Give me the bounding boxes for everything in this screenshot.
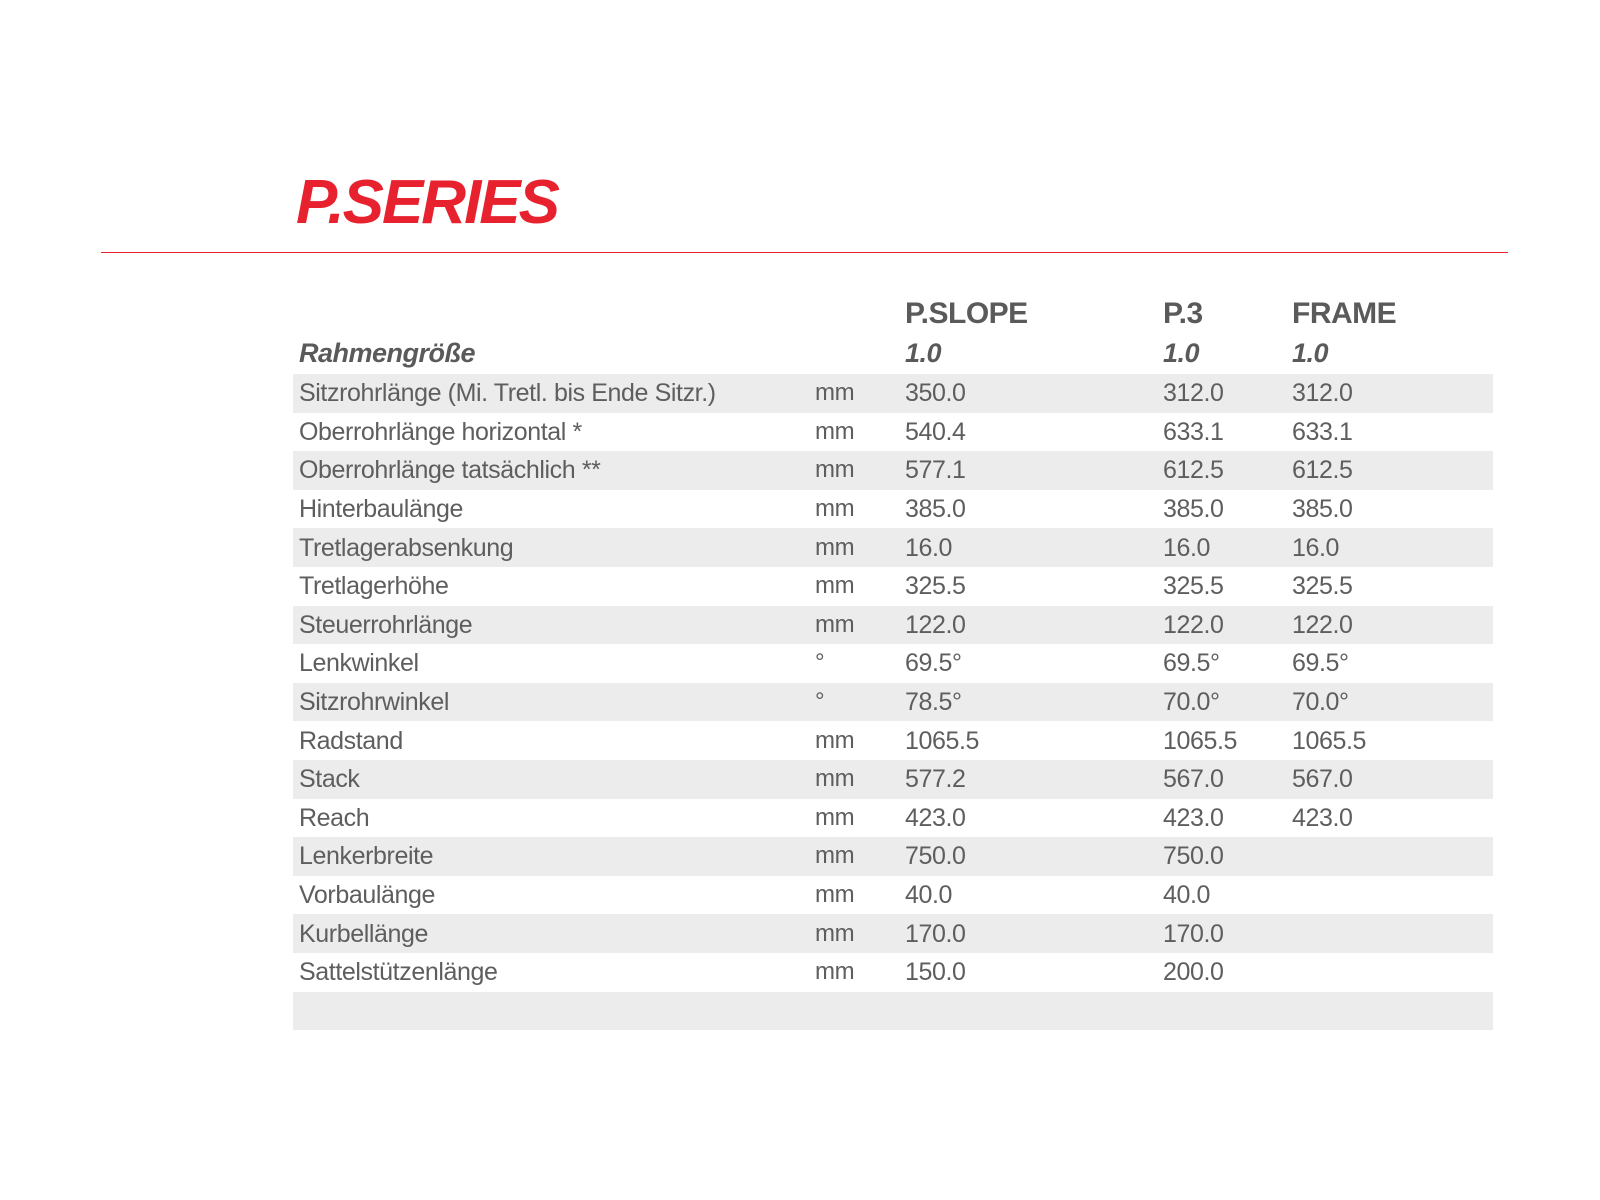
table-row [293,490,1493,529]
row-value: 633.1 [1292,417,1353,446]
model-name-header: P.SLOPE [905,297,1028,330]
model-name-header: P.3 [1163,297,1203,330]
row-value: 70.0° [1286,683,1493,722]
model-size-header: 1.0 [905,338,942,368]
table-row [293,374,1493,413]
geometry-table-body [293,374,1493,1030]
row-unit: mm [809,837,899,876]
row-label: Kurbellänge [293,914,809,953]
row-value: 750.0 [1157,837,1286,876]
row-label: Lenkwinkel [299,649,419,678]
row-value: 325.5 [1292,572,1353,601]
row-unit: mm [815,881,855,909]
table-row [293,528,1493,567]
row-value: 122.0 [899,606,1157,645]
row-label: Reach [299,803,370,832]
row-value [1286,837,1493,876]
model-name-header: FRAME [1292,297,1397,330]
row-value: 612.5 [1286,451,1493,490]
empty-cell [1286,992,1493,1031]
table-row [293,644,1493,683]
row-unit: mm [815,958,855,986]
empty-cell [809,992,899,1031]
table-row [293,413,1493,452]
row-value: 69.5° [1163,649,1220,678]
row-value [1286,953,1493,992]
header-spacer-unit [809,332,899,374]
title-divider [101,252,1508,253]
model-header-row [293,288,1493,332]
row-value: 423.0 [1292,803,1353,832]
row-value: 633.1 [1163,417,1224,446]
header-spacer [293,288,809,332]
empty-cell [1157,992,1286,1031]
row-value: 577.2 [899,760,1157,799]
row-label: Vorbaulänge [299,881,436,910]
header-spacer-unit [809,288,899,332]
row-unit: mm [815,417,855,445]
row-value: 577.1 [899,451,1157,490]
row-unit: mm [815,726,855,754]
row-value: 312.0 [1157,374,1286,413]
row-unit: mm [815,495,855,523]
row-value: 423.0 [1163,803,1224,832]
row-label: Steuerrohrlänge [293,606,809,645]
row-label: Sattelstützenlänge [299,958,498,987]
row-value [1286,914,1493,953]
row-value: 16.0 [1286,528,1493,567]
table-row [293,760,1493,799]
row-label: Oberrohrlänge horizontal * [299,417,582,446]
row-label: Lenkerbreite [293,837,809,876]
row-unit: mm [809,451,899,490]
row-label: Oberrohrlänge tatsächlich ** [293,451,809,490]
row-value: 200.0 [1163,958,1224,987]
row-value: 750.0 [899,837,1157,876]
empty-cell [899,992,1157,1031]
row-value: 567.0 [1157,760,1286,799]
row-value: 170.0 [1157,914,1286,953]
row-unit: mm [809,374,899,413]
row-value: 1065.5 [1163,726,1238,755]
table-row [293,876,1493,915]
row-label: Radstand [299,726,403,755]
row-value: 423.0 [905,803,966,832]
row-value: 16.0 [899,528,1157,567]
row-value: 612.5 [1157,451,1286,490]
row-value: 312.0 [1286,374,1493,413]
frame-size-label: Rahmengröße [299,338,476,368]
row-value: 69.5° [1292,649,1349,678]
table-row [293,683,1493,722]
table-row [293,914,1493,953]
row-value: 40.0 [905,881,953,910]
row-value: 350.0 [899,374,1157,413]
row-value: 122.0 [1286,606,1493,645]
row-label: Tretlagerhöhe [299,572,449,601]
row-label: Tretlagerabsenkung [293,528,809,567]
row-unit: mm [809,760,899,799]
row-unit: mm [809,914,899,953]
row-value: 40.0 [1163,881,1211,910]
table-row-empty [293,992,1493,1031]
row-unit: mm [809,606,899,645]
row-value: 16.0 [1157,528,1286,567]
size-header-row [293,332,1493,374]
row-value: 170.0 [899,914,1157,953]
row-value [1286,876,1493,915]
row-label: Hinterbaulänge [299,495,463,524]
row-value: 122.0 [1157,606,1286,645]
row-label: Sitzrohrlänge (Mi. Tretl. bis Ende Sitzr.) [293,374,809,413]
row-value: 1065.5 [1292,726,1367,755]
row-unit: mm [815,572,855,600]
row-unit: mm [815,803,855,831]
row-value: 325.5 [1163,572,1224,601]
geometry-table [293,288,1493,1030]
row-unit: ° [809,683,899,722]
row-value: 385.0 [1292,495,1353,524]
row-value: 567.0 [1286,760,1493,799]
row-value: 385.0 [905,495,966,524]
model-size-header: 1.0 [1163,338,1200,368]
table-row [293,567,1493,606]
row-value: 325.5 [905,572,966,601]
empty-cell [293,992,809,1031]
row-value: 540.4 [905,417,966,446]
row-value: 69.5° [905,649,962,678]
table-row [293,721,1493,760]
table-row [293,606,1493,645]
page-title: P.SERIES [296,168,559,237]
row-label: Sitzrohrwinkel [293,683,809,722]
row-label: Stack [293,760,809,799]
row-value: 385.0 [1163,495,1224,524]
table-row [293,451,1493,490]
row-unit: mm [809,528,899,567]
row-unit: ° [815,649,825,677]
row-value: 150.0 [905,958,966,987]
row-value: 1065.5 [905,726,980,755]
table-row [293,799,1493,838]
row-value: 78.5° [899,683,1157,722]
row-value: 70.0° [1157,683,1286,722]
model-size-header: 1.0 [1292,338,1329,368]
table-row [293,837,1493,876]
table-row [293,953,1493,992]
